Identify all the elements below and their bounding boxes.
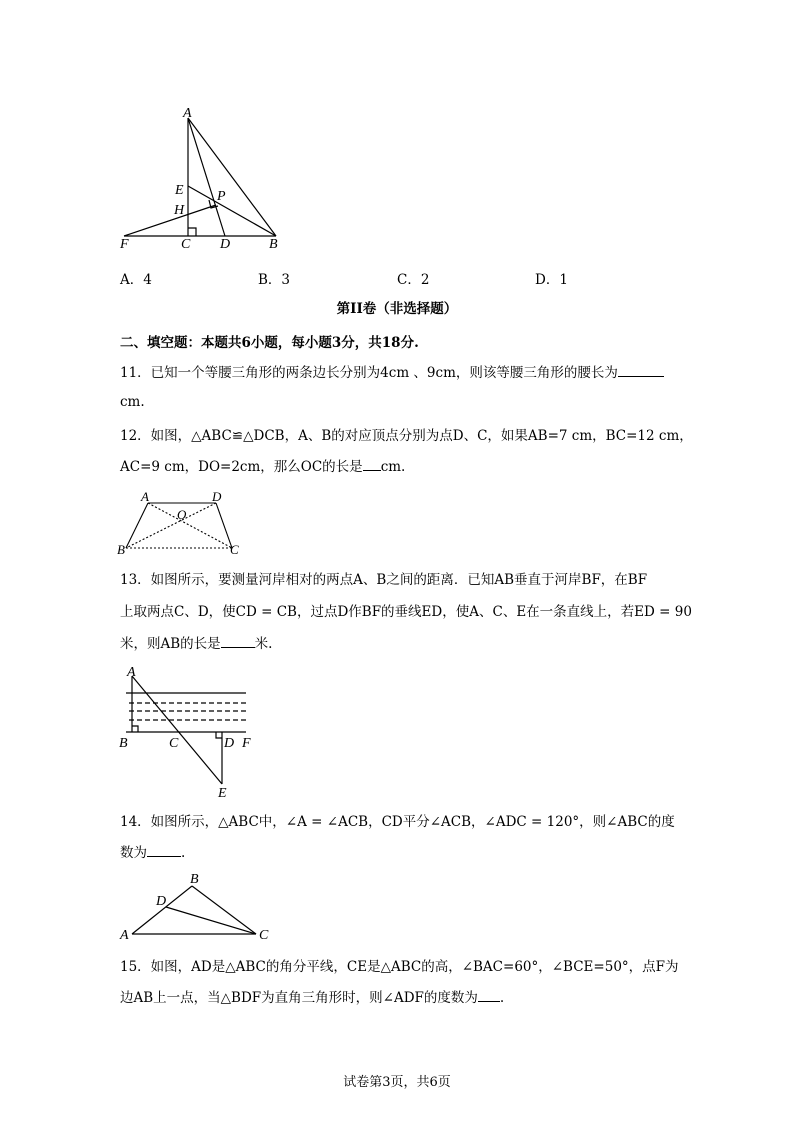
label-B: B <box>190 872 199 887</box>
section-title: 第II卷（非选择题） <box>336 301 458 317</box>
label-A: A <box>183 106 192 121</box>
q11-line1 <box>120 362 664 383</box>
label-B: B <box>117 542 125 557</box>
label-F: F <box>242 736 251 751</box>
label-C: C <box>181 237 191 252</box>
q15-text: 边AB上一点，当△BDF为直角三角形时，则∠ADF的度数为 <box>120 990 478 1006</box>
q14-blank <box>147 842 181 857</box>
q14-line2 <box>120 842 185 863</box>
section-heading: 二、填空题：本题共6小题，每小题3分，共18分. <box>120 335 419 351</box>
label-D: D <box>224 736 235 751</box>
label-A: A <box>127 665 136 680</box>
figure-q10 <box>110 100 310 255</box>
label-D: D <box>156 894 167 909</box>
q15-blank <box>478 987 500 1002</box>
label-A: A <box>141 489 149 504</box>
label-P: P <box>217 189 226 204</box>
option-a: A．4 <box>120 272 152 288</box>
q15-end: . <box>499 990 505 1006</box>
option-b: B．3 <box>258 272 291 288</box>
label-O: O <box>177 507 187 522</box>
label-E: E <box>175 183 184 198</box>
q13-blank <box>221 633 255 648</box>
label-A: A <box>120 928 129 943</box>
option-c: C．2 <box>397 272 430 288</box>
label-C: C <box>230 542 239 557</box>
figure-q13 <box>112 660 272 800</box>
q11-line2: cm. <box>120 394 145 410</box>
figure-q12 <box>112 486 252 558</box>
label-H: H <box>174 203 185 218</box>
q12-text: AC=9 cm，DO=2cm，那么OC的长是 <box>120 459 363 475</box>
q15-line1: 15．如图，AD是△ABC的角分平线，CE是△ABC的高，∠BAC=60°，∠BCE=50°，点F为 <box>120 959 679 975</box>
label-C: C <box>259 928 269 943</box>
label-D: D <box>220 237 231 252</box>
figure-q14 <box>112 866 282 946</box>
label-B: B <box>119 736 128 751</box>
q15-line2 <box>120 987 504 1008</box>
page-footer: 试卷第3页，共6页 <box>343 1075 451 1090</box>
q13-text: 米，则AB的长是 <box>120 636 221 652</box>
option-d: D．1 <box>535 272 568 288</box>
q12-line2 <box>120 456 405 477</box>
label-F: F <box>120 237 129 252</box>
q13-line3 <box>120 633 272 654</box>
q13-unit: 米. <box>254 636 273 652</box>
q14-text: 数为 <box>120 845 147 861</box>
q14-end: . <box>181 845 186 861</box>
label-C: C <box>169 736 179 751</box>
q11-text: 11．已知一个等腰三角形的两条边长分别为4cm 、9cm，则该等腰三角形的腰长为 <box>120 365 618 381</box>
q13-line1: 13．如图所示，要测量河岸相对的两点A、B之间的距离．已知AB垂直于河岸BF，在BF <box>120 572 648 588</box>
q12-unit: cm. <box>380 459 406 475</box>
q11-blank <box>618 362 664 377</box>
q12-line1: 12．如图，△ABC≌△DCB，A、B的对应顶点分别为点D、C，如果AB=7 cm，BC=12 cm， <box>120 428 693 444</box>
label-D: D <box>212 489 222 504</box>
label-E: E <box>218 786 227 800</box>
q13-line2: 上取两点C、D，使CD = CB，过点D作BF的垂线ED，使A、C、E在一条直线上，若ED = 90 <box>120 604 692 620</box>
label-B: B <box>269 237 278 252</box>
q12-blank <box>363 456 381 471</box>
q14-line1: 14．如图所示，△ABC中，∠A = ∠ACB，CD平分∠ACB，∠ADC = 120°，则∠ABC的度 <box>120 814 675 830</box>
